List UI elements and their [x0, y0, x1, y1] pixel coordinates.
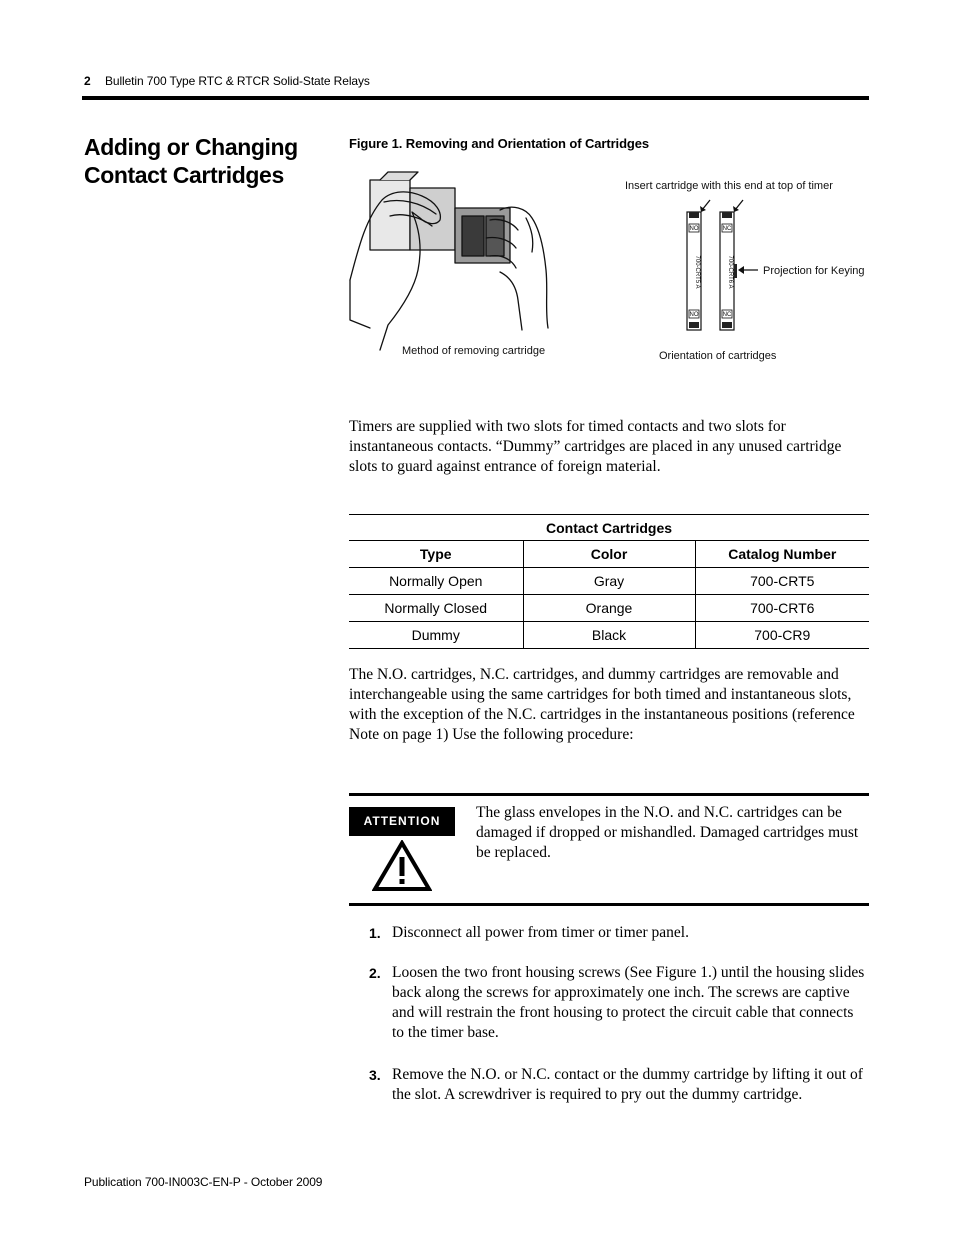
- cartridge-right-top-label: NC: [722, 226, 732, 232]
- column-header-color: Color: [523, 541, 695, 568]
- cartridge-left-bottom-label: NO: [689, 312, 699, 318]
- cartridge-left-text: 700-CRT5 A: [694, 255, 700, 289]
- figure-label-removing: Method of removing cartridge: [402, 345, 546, 357]
- cell-type: Normally Closed: [349, 595, 523, 622]
- step-text: Remove the N.O. or N.C. contact or the dummy cartridge by lifting it out of the slot. A screwdriver is required to pry out the dummy cartridge.: [392, 1066, 863, 1103]
- cell-color: Orange: [523, 595, 695, 622]
- step-number: 2.: [369, 965, 381, 981]
- warning-icon: [372, 840, 432, 892]
- cell-type: Normally Open: [349, 568, 523, 595]
- cartridge-orientation-drawing: [687, 200, 758, 330]
- running-header-title: Bulletin 700 Type RTC & RTCR Solid-State Relays: [105, 74, 370, 88]
- cell-catalog-number: 700-CRT5: [695, 568, 869, 595]
- figure-label-insert: Insert cartridge with this end at top of timer: [625, 180, 833, 192]
- hands-removing-cartridge-drawing: [350, 172, 548, 350]
- table-title-row: [349, 515, 869, 541]
- contact-cartridges-table: [349, 514, 869, 649]
- cell-color: Gray: [523, 568, 695, 595]
- figure-label-projection: Projection for Keying: [763, 265, 865, 277]
- attention-top-rule: [349, 793, 869, 796]
- intro-paragraph: Timers are supplied with two slots for timed contacts and two slots for instantaneous contacts. “Dummy” cartridges are placed in any unused cartridge slots to guard against entrance of foreign material.: [349, 418, 842, 475]
- figure-label-orientation: Orientation of cartridges: [659, 350, 777, 362]
- table-row: [349, 568, 869, 595]
- cell-type: Dummy: [349, 622, 523, 649]
- section-title-line2: Contact Cartridges: [84, 162, 284, 188]
- publication-footer: Publication 700-IN003C-EN-P - October 2009: [84, 1175, 323, 1189]
- step-number: 3.: [369, 1067, 381, 1083]
- step-text: Disconnect all power from timer or timer panel.: [392, 924, 689, 941]
- attention-bottom-rule: [349, 903, 869, 906]
- column-header-catalog-number: Catalog Number: [695, 541, 869, 568]
- section-title: [84, 133, 314, 189]
- attention-text: The glass envelopes in the N.O. and N.C. cartridges can be damaged if dropped or mishandled. Damaged cartridges must be replaced.: [476, 804, 859, 861]
- section-title-line1: Adding or Changing: [84, 134, 298, 160]
- figure-illustration: [340, 160, 870, 370]
- step-number: 1.: [369, 925, 381, 941]
- cell-color: Black: [523, 622, 695, 649]
- cartridge-left-top-label: NO: [689, 226, 699, 232]
- cell-catalog-number: 700-CRT6: [695, 595, 869, 622]
- column-header-type: Type: [349, 541, 523, 568]
- table-row: [349, 595, 869, 622]
- attention-badge: ATTENTION: [349, 807, 455, 836]
- step-text: Loosen the two front housing screws (See Figure 1.) until the housing slides back along the screws for approximately one inch. The screws are captive and will restrain the front housing to protect the circuit cable that connects to the timer base.: [392, 964, 865, 1041]
- figure-caption: Figure 1. Removing and Orientation of Cartridges: [349, 136, 650, 151]
- table-header-row: [349, 541, 869, 568]
- table-title: Contact Cartridges: [349, 515, 869, 541]
- cartridge-right-bottom-label: NC: [722, 312, 732, 318]
- cartridge-right-text: 700-CRT6 A: [727, 255, 733, 289]
- header-rule: [82, 96, 869, 100]
- table-row: [349, 622, 869, 649]
- page-number: 2: [84, 74, 91, 88]
- exchange-paragraph: The N.O. cartridges, N.C. cartridges, and dummy cartridges are removable and interchangeable using the same cartridges for both timed and instantaneous slots, with the exception of the N.C. cartridges in the instantaneous positions (reference Note on page 1) Use the following procedure:: [349, 666, 855, 743]
- cell-catalog-number: 700-CR9: [695, 622, 869, 649]
